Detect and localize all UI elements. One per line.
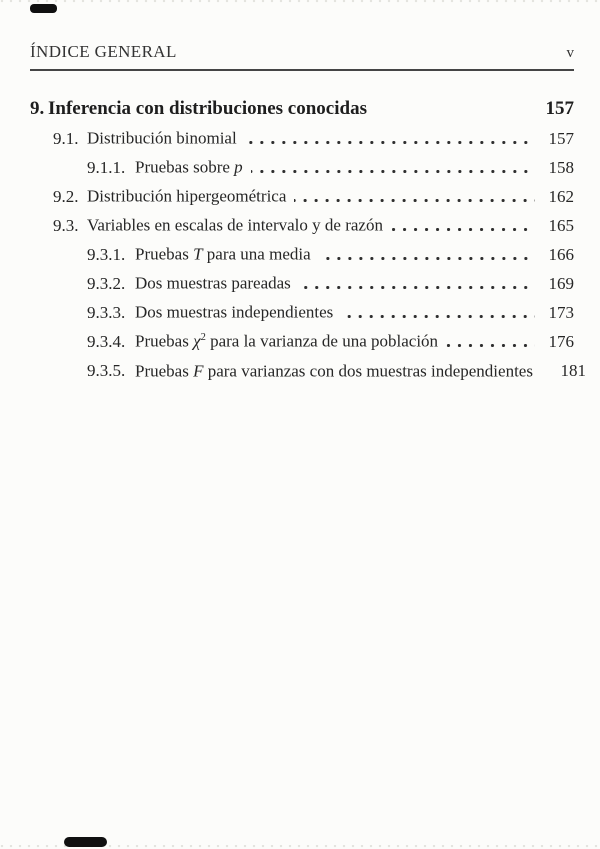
math-symbol: p (234, 157, 243, 177)
entry-page-number: 166 (548, 244, 574, 264)
math-superscript: 2 (200, 332, 206, 344)
toc-entry-row (87, 267, 574, 296)
math-symbol: F (193, 361, 204, 381)
toc-entry-row (87, 355, 586, 384)
entry-title: Distribución binomial (87, 128, 237, 148)
scan-mark-bottom (64, 837, 107, 847)
entry-number: 9.3.4. (87, 332, 126, 352)
entry-page-number: 176 (548, 332, 574, 352)
toc-entry-row (87, 296, 574, 325)
chapter-title: Inferencia con distribuciones conocidas (48, 98, 367, 119)
math-symbol: T (193, 244, 203, 264)
entry-number: 9.1.1. (87, 157, 126, 177)
chapter-number: 9. (30, 98, 45, 119)
dot-leader (446, 344, 535, 347)
entry-title: Dos muestras independientes (135, 303, 334, 323)
scan-noise-top (0, 0, 600, 3)
toc-chapter-row (30, 96, 574, 122)
entry-page-number: 165 (548, 215, 574, 235)
entry-number: 9.3.3. (87, 303, 126, 323)
toc-entry-row (87, 325, 574, 354)
dot-leader (251, 170, 535, 173)
dot-leader (299, 286, 535, 289)
entry-number: 9.3. (53, 215, 79, 235)
entry-title: Pruebas F para varianzas con dos muestras independientes (135, 361, 533, 381)
entry-title: Pruebas T para una media (135, 244, 311, 264)
entry-title: Pruebas sobre p (135, 157, 243, 177)
dot-leader (245, 141, 535, 144)
entry-page-number: 169 (548, 273, 574, 293)
entry-title: Dos muestras pareadas (135, 273, 291, 293)
toc-list (30, 96, 586, 384)
entry-number: 9.3.2. (87, 273, 126, 293)
page-folio: v (566, 45, 574, 61)
entry-title: Pruebas $\chi^2$ para la varianza de una población (135, 332, 439, 352)
entry-number: 9.3.1. (87, 244, 126, 264)
toc-entry-row (87, 238, 574, 267)
toc-entry-row (87, 151, 574, 180)
dot-leader (294, 199, 535, 202)
running-header (30, 42, 574, 71)
entry-page-number: 158 (548, 157, 574, 177)
chapter-page-number: 157 (545, 98, 574, 119)
dot-leader (541, 373, 547, 376)
running-header-title: ÍNDICE GENERAL (30, 42, 177, 61)
toc-entry-row (53, 122, 574, 151)
dot-leader (391, 228, 535, 231)
entry-title: Distribución hipergeométrica (87, 186, 287, 206)
toc-entry-row (53, 209, 574, 238)
entry-page-number: 181 (560, 361, 586, 381)
entry-number: 9.3.5. (87, 361, 126, 381)
toc-entry-row (53, 180, 574, 209)
scan-mark-top (30, 4, 57, 13)
entry-number: 9.2. (53, 186, 79, 206)
entry-page-number: 162 (548, 186, 574, 206)
dot-leader (319, 257, 535, 260)
entry-number: 9.1. (53, 128, 79, 148)
entry-title: Variables en escalas de intervalo y de razón (87, 215, 383, 235)
dot-leader (341, 315, 535, 318)
entry-page-number: 173 (548, 303, 574, 323)
leader-spacer (375, 111, 535, 114)
math-symbol: χ (193, 332, 201, 352)
entry-page-number: 157 (548, 128, 574, 148)
